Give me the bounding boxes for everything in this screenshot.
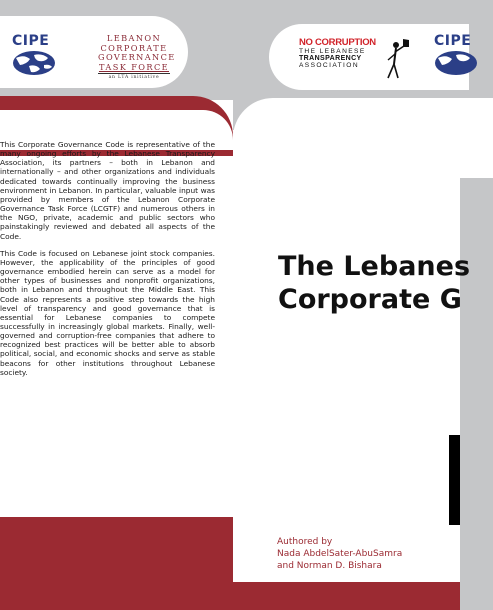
lcgtf-line-3: GOVERNANCE — [98, 52, 176, 63]
author-credits — [277, 536, 457, 572]
lcgtf-subtitle: an LTA initiative — [98, 73, 170, 80]
lta-line-2: TRANSPARENCY — [299, 55, 362, 63]
author-name-2: and Norman D. Bishara — [277, 561, 382, 571]
lta-logo — [299, 38, 379, 82]
stop-hand-figure-icon — [384, 36, 412, 80]
authored-by-label: Authored by — [277, 537, 333, 547]
black-accent-block — [449, 435, 460, 525]
body-paragraph-1: This Corporate Governance Code is representative of the many ongoing efforts by the Lebanese Transparency Association, its partners – both in Lebanon and internationally – and other organizations and individuals dedicated towards continually improving the business environment in Lebanon. In particular, valuable input was provided by members of the Lebanon Corporate Governance Task Force (LCGTF) and numerous others in the NGO, private, academic and public sectors who painstakingly reviewed and debated all aspects of the Code. — [0, 140, 215, 241]
cover-title-line-2: Corporate G — [278, 284, 462, 315]
cipe-logo-back — [12, 34, 56, 78]
lcgtf-line-1: LEBANON — [106, 33, 162, 43]
lcgtf-line-4: TASK FORCE — [98, 61, 170, 72]
back-cover-body — [0, 140, 215, 385]
author-name-1: Nada AbdelSater-AbuSamra — [277, 549, 403, 559]
globe-icon — [434, 50, 478, 76]
cover-title — [278, 250, 478, 316]
cipe-logo-front — [434, 34, 478, 78]
no-corruption-text: NO CORRUPTION — [299, 37, 376, 48]
body-paragraph-2: This Code is focused on Lebanese joint stock companies. However, the applicability of the principles of good governance embodied herein can serve as a model for other types of businesses and nonprofit organizations, both in Lebanon and throughout the Middle East. This Code also represents a positive step towards the high level of transparency and good governance that is essential for Lebanese companies to compete successfully in increasingly global markets. Finally, well-governed and corruption-free companies that adhere to recognized best practices will be better able to absorb political, social, and economic shocks and serve as stable beacons for other institutions throughout Lebanese society. — [0, 248, 215, 377]
lcgtf-line-2: CORPORATE — [100, 42, 168, 53]
front-white-curve — [233, 98, 493, 178]
cover-title-line-1: The Lebanes — [278, 251, 471, 282]
front-bottom-band — [233, 582, 460, 610]
back-bottom-band — [0, 517, 233, 610]
lta-line-3: ASSOCIATION — [299, 62, 359, 70]
cipe-logo-text: CIPE — [12, 33, 50, 49]
lta-line-1: THE LEBANESE — [299, 48, 366, 55]
lcgtf-logo — [98, 33, 176, 84]
back-cover — [0, 0, 233, 610]
cipe-logo-front-text: CIPE — [434, 33, 472, 49]
globe-icon — [12, 50, 56, 76]
